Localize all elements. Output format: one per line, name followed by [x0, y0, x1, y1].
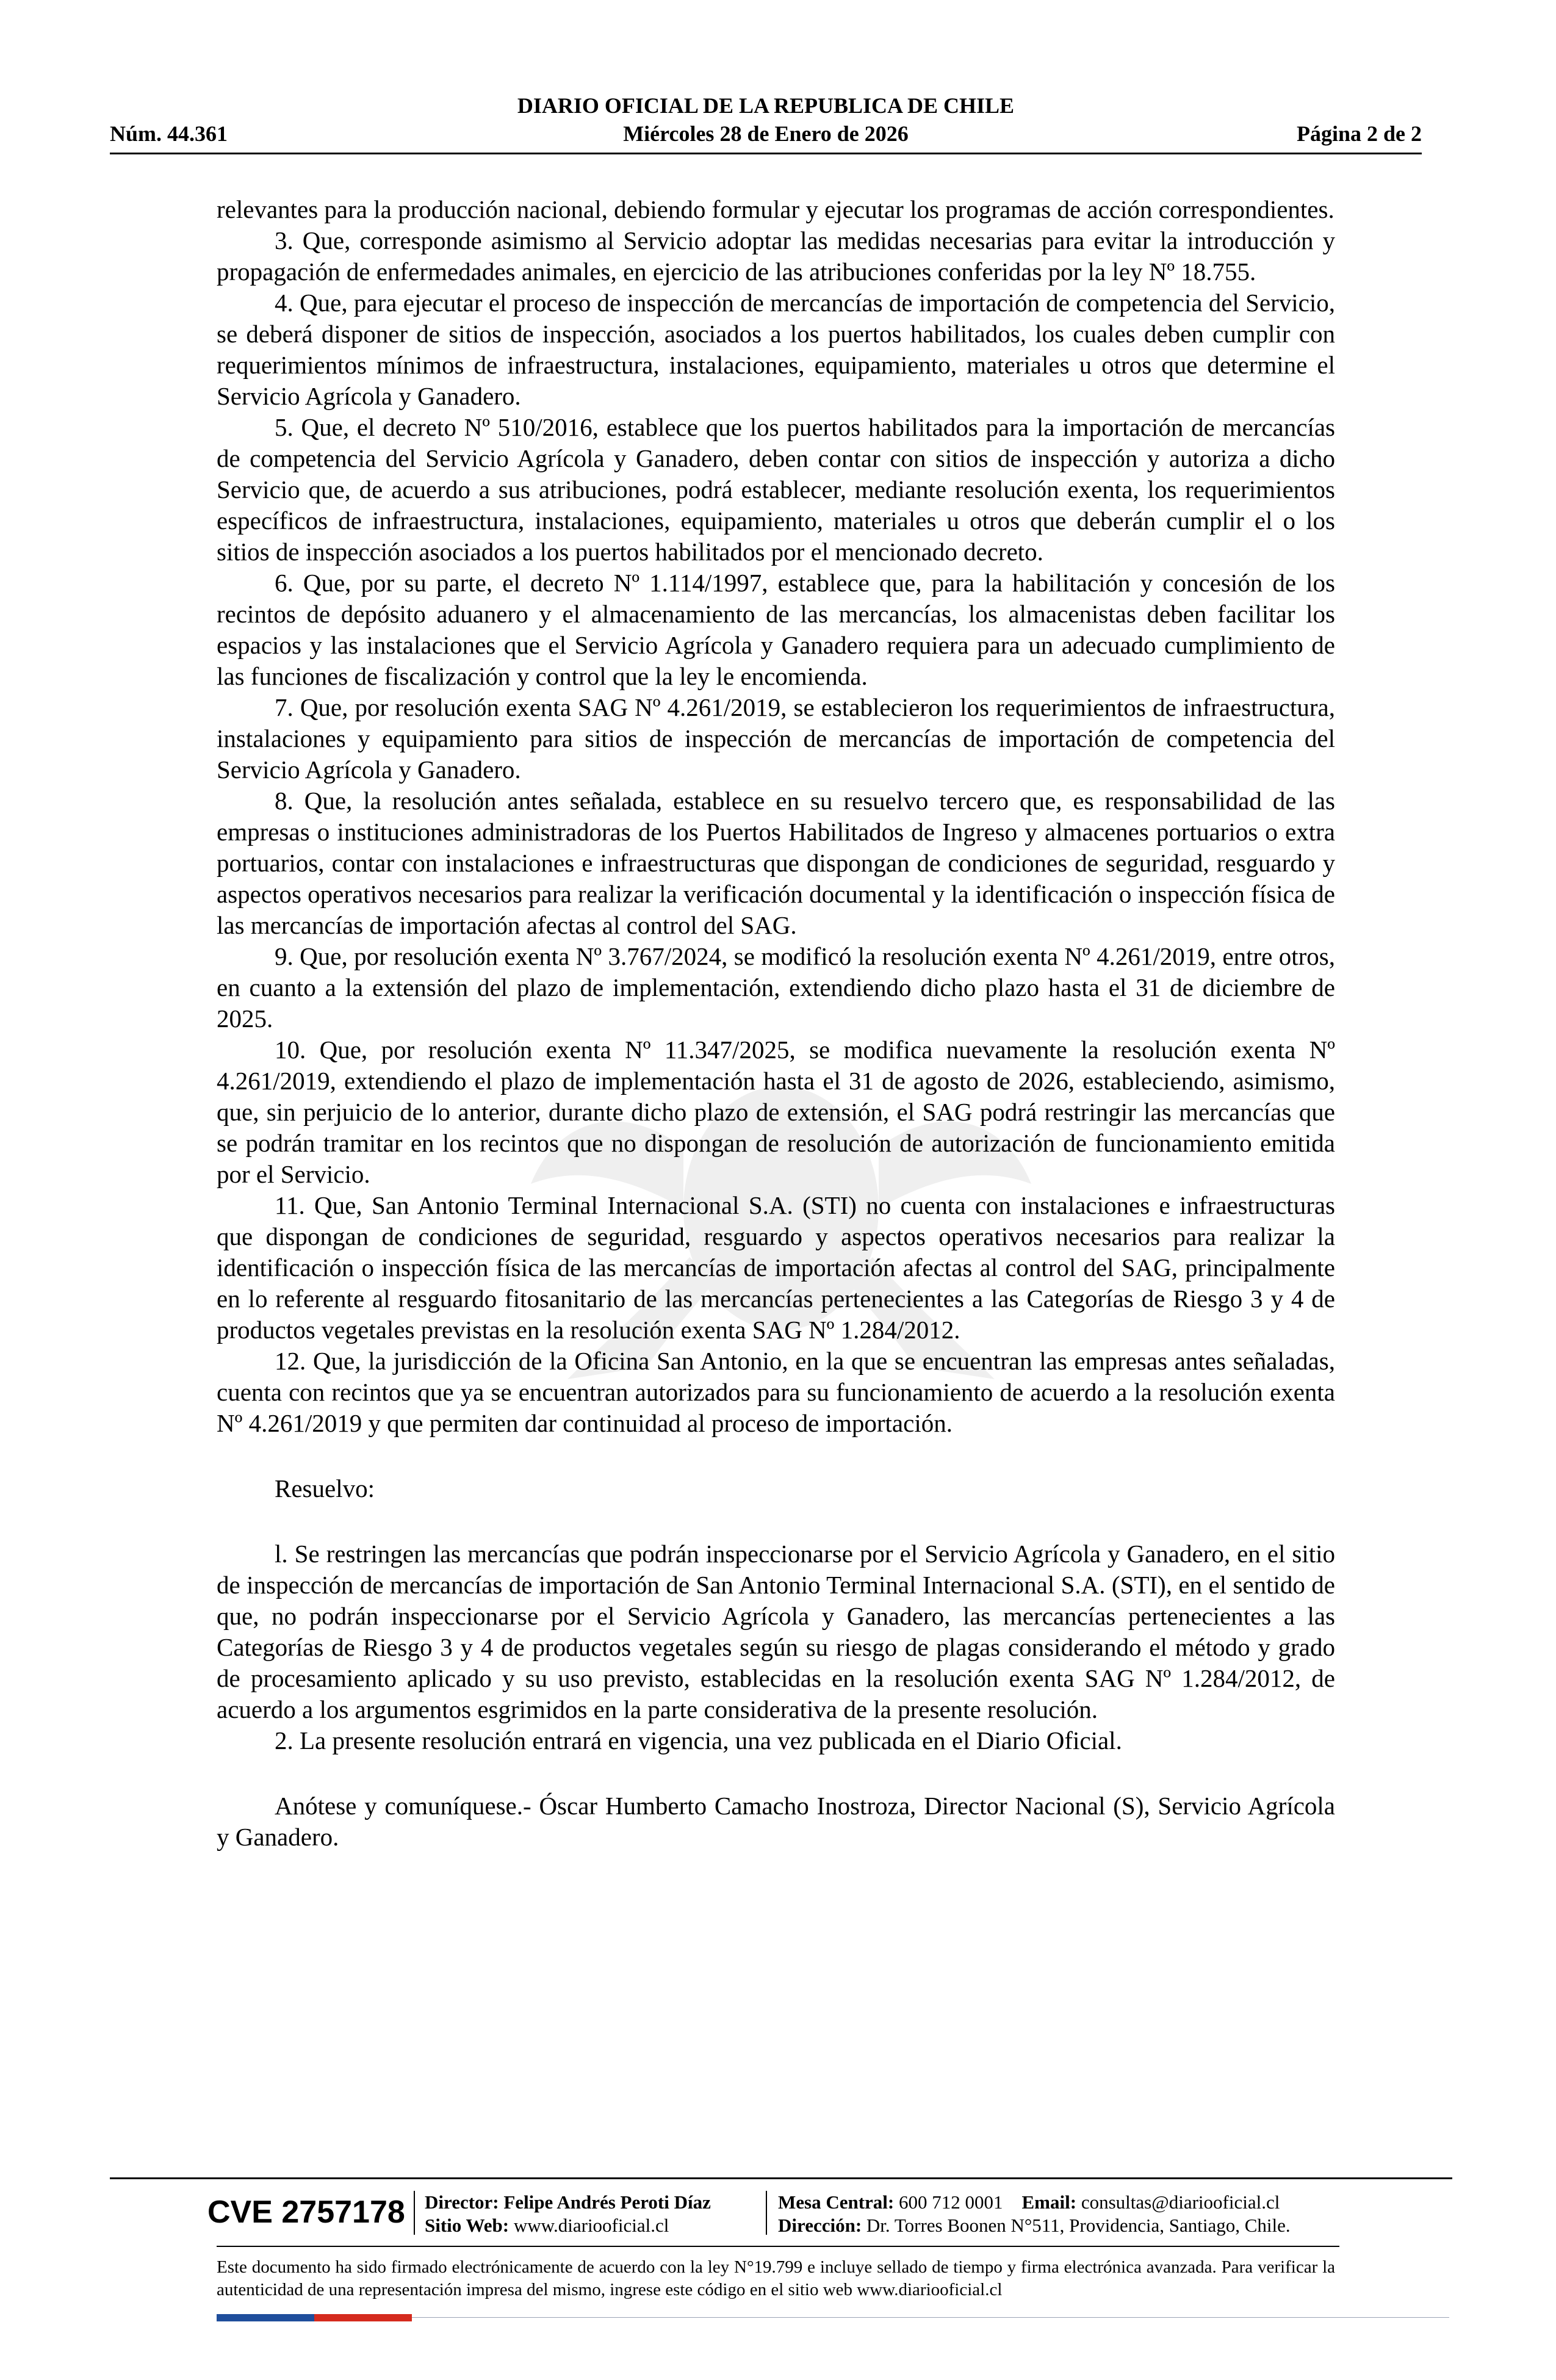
address-label: Dirección:	[778, 2215, 862, 2236]
director-name: Felipe Andrés Peroti Díaz	[503, 2191, 711, 2213]
signature-block: Anótese y comuníquese.- Óscar Humberto Camacho Inostroza, Director Nacional (S), Servicio Agrícola y Ganadero.	[217, 1792, 1335, 1851]
flag-red-segment	[314, 2314, 412, 2321]
paragraph-5: 5. Que, el decreto Nº 510/2016, establece que los puertos habilitados para la importación de mercancías de competencia del Servicio Agrícola y Ganadero, deben contar con sitios de inspección y autoriza a dicho Servicio que, de acuerdo a sus atribuciones, podrá establecer, mediante resolución exenta, los requerimientos específicos de infraestructura, instalaciones, equipamiento, materiales u otros que deberán cumplir el o los sitios de inspección asociados a los puertos habilitados por el mencionado decreto.	[217, 413, 1335, 566]
website-link[interactable]: www.diariooficial.cl	[513, 2215, 669, 2236]
footer-separator	[766, 2191, 767, 2235]
signature-disclaimer: Este documento ha sido firmado electrónicamente de acuerdo con la ley N°19.799 e incluye sellado de tiempo y firma electrónica avanzada. Para verificar la autenticidad de una representación impresa del mismo, ingrese este código en el sitio web www.diariooficial.cl	[217, 2257, 1335, 2299]
paragraph-3: 3. Que, corresponde asimismo al Servicio adoptar las medidas necesarias para evitar la introducción y propagación de enfermedades animales, en ejercicio de las atribuciones conferidas por la ley Nº 18.755.	[217, 226, 1335, 286]
resuelvo-heading: Resuelvo:	[275, 1474, 375, 1502]
email-link[interactable]: consultas@diariooficial.cl	[1081, 2191, 1280, 2213]
page-header	[110, 92, 1422, 150]
footer-divider	[110, 2177, 1452, 2179]
flag-blue-segment	[217, 2314, 314, 2321]
address-value: Dr. Torres Boonen N°511, Providencia, Santiago, Chile.	[866, 2215, 1291, 2236]
email-label: Email:	[1021, 2191, 1077, 2213]
footer-separator	[414, 2191, 415, 2235]
footer-contact-info	[778, 2191, 1291, 2237]
paragraph-7: 7. Que, por resolución exenta SAG Nº 4.261/2019, se establecieron los requerimientos de infraestructura, instalaciones y equipamiento para sitios de inspección de mercancías de importación de competencia del Servicio Agrícola y Ganadero.	[217, 693, 1335, 784]
mesa-phone: 600 712 0001	[899, 2191, 1003, 2213]
paragraph-9: 9. Que, por resolución exenta Nº 3.767/2024, se modificó la resolución exenta Nº 4.261/2019, entre otros, en cuanto a la extensión del plazo de implementación, extendiendo dicho plazo hasta el 31 de diciembre de 2025.	[217, 942, 1335, 1033]
flag-stripe	[217, 2314, 412, 2321]
website-label: Sitio Web:	[425, 2215, 510, 2236]
cve-code: CVE 2757178	[207, 2194, 405, 2230]
header-center	[110, 92, 1422, 120]
resolution-1: l. Se restringen las mercancías que podrán inspeccionarse por el Servicio Agrícola y Ganadero, en el sitio de inspección de mercancías de importación de San Antonio Terminal Internacional S.A. (STI), en el sentido de que, no podrán inspeccionarse por el Servicio Agrícola y Ganadero, las mercancías pertenecientes a las Categorías de Riesgo 3 y 4 de productos vegetales según su riesgo de plagas considerando el método y grado de procesamiento aplicado y su uso previsto, establecidas en la resolución exenta SAG Nº 1.284/2012, de acuerdo a los argumentos esgrimidos en la parte considerativa de la presente resolución.	[217, 1540, 1335, 1723]
issue-number: Núm. 44.361	[110, 121, 228, 146]
paragraph-11: 11. Que, San Antonio Terminal Internacional S.A. (STI) no cuenta con instalaciones e infraestructuras que dispongan de condiciones de seguridad, resguardo y aspectos operativos necesarios para realizar la identificación o inspección física de las mercancías de importación afectas al control del SAG, principalmente en lo referente al resguardo fitosanitario de las mercancías pertenecientes a las Categorías de Riesgo 3 y 4 de productos vegetales previstas en la resolución exenta SAG Nº 1.284/2012.	[217, 1191, 1335, 1344]
resolution-2: 2. La presente resolución entrará en vigencia, una vez publicada en el Diario Oficial.	[275, 1726, 1122, 1754]
paragraph-8: 8. Que, la resolución antes señalada, establece en su resuelvo tercero que, es responsabilidad de las empresas o instituciones administradoras de los Puertos Habilitados de Ingreso y almacenes portuarios o extra portuarios, contar con instalaciones e infraestructuras que dispongan de condiciones de seguridad, resguardo y aspectos operativos necesarios para realizar la verificación documental y la identificación o inspección física de las mercancías de importación afectas al control del SAG.	[217, 787, 1335, 939]
publication-title: DIARIO OFICIAL DE LA REPUBLICA DE CHILE	[517, 93, 1015, 118]
paragraph-10: 10. Que, por resolución exenta Nº 11.347/2025, se modifica nuevamente la resolución exenta Nº 4.261/2019, extendiendo el plazo de implementación hasta el 31 de agosto de 2026, estableciendo, asimismo, que, sin perjuicio de lo anterior, durante dicho plazo de extensión, el SAG podrá restringir las mercancías que se podrán tramitar en los recintos que no dispongan de resolución de autorización de funcionamiento emitida por el Servicio.	[217, 1036, 1335, 1188]
mesa-label: Mesa Central:	[778, 2191, 895, 2213]
paragraph-12: 12. Que, la jurisdicción de la Oficina San Antonio, en la que se encuentran las empresas antes señaladas, cuenta con recintos que ya se encuentran autorizados para su funcionamiento de acuerdo a la resolución exenta Nº 4.261/2019 y que permiten dar continuidad al proceso de importación.	[217, 1347, 1335, 1437]
paragraph-continuation: relevantes para la producción nacional, debiendo formular y ejecutar los programas de acción correspondientes.	[217, 195, 1334, 223]
page-indicator: Página 2 de 2	[1296, 121, 1422, 146]
flag-line	[412, 2317, 1449, 2318]
paragraph-4: 4. Que, para ejecutar el proceso de inspección de mercancías de importación de competencia del Servicio, se deberá disponer de sitios de inspección, asociados a los puertos habilitados, los cuales deben cumplir con requerimientos mínimos de infraestructura, instalaciones, equipamiento, materiales u otros que determine el Servicio Agrícola y Ganadero.	[217, 289, 1335, 410]
footer-director-info	[425, 2191, 711, 2237]
header-divider	[110, 153, 1422, 154]
director-label: Director:	[425, 2191, 499, 2213]
document-body	[217, 194, 1335, 1853]
paragraph-6: 6. Que, por su parte, el decreto Nº 1.114/1997, establece que, para la habilitación y concesión de los recintos de depósito aduanero y el almacenamiento de las mercancías, los almacenistas deben facilitar los espacios y las instalaciones que el Servicio Agrícola y Ganadero requiera para un adecuado cumplimiento de las funciones de fiscalización y control que la ley le encomienda.	[217, 569, 1335, 690]
issue-date: Miércoles 28 de Enero de 2026	[623, 121, 909, 146]
footer-divider-thin	[217, 2246, 1339, 2247]
